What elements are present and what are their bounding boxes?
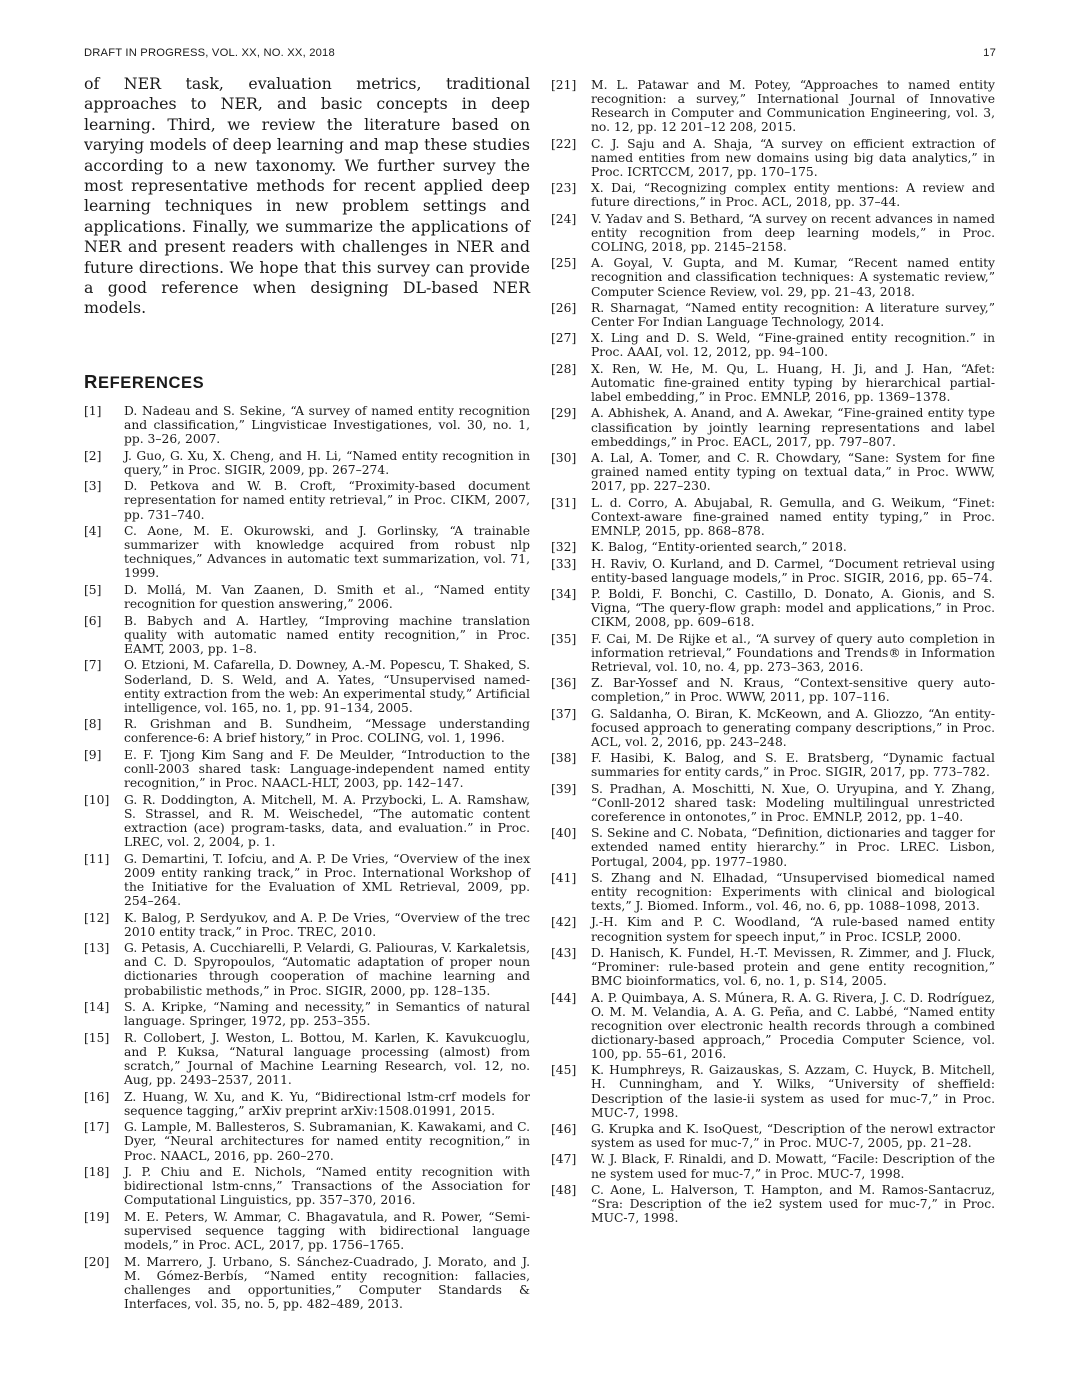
reference-text: M. E. Peters, W. Ammar, C. Bhagavatula, and R. Power, “Semi-supervised sequence tagging with bidirectional language models,” in Proc. ACL, 2017, pp. 1756–1765. [124,1209,530,1253]
reference-number: [23] [551,181,577,196]
reference-item [551,1152,995,1180]
reference-text: V. Yadav and S. Bethard, “A survey on recent advances in named entity recognition from deep learning models,” in Proc. COLING, 2018, pp. 2145–2158. [591,211,995,254]
reference-item [551,632,995,674]
reference-number: [12] [84,910,110,925]
reference-number: [24] [551,211,577,226]
right-column [551,78,995,1228]
reference-item [551,181,995,209]
reference-number: [43] [551,945,577,960]
reference-text: K. Balog, “Entity-oriented search,” 2018. [591,540,847,555]
reference-number: [26] [551,300,577,315]
reference-number: [13] [84,941,110,956]
reference-list-right [551,78,995,1225]
reference-item [84,449,530,477]
reference-item [84,583,530,611]
reference-text: D. Nadeau and S. Sekine, “A survey of named entity recognition and classification,” Lingvisticae Investigationes, vol. 30, no. 1, pp. 3–26, 2007. [124,403,530,447]
reference-number: [38] [551,751,577,766]
reference-item [551,331,995,359]
reference-text: F. Hasibi, K. Balog, and S. E. Bratsberg, “Dynamic factual summaries for entity cards,” in Proc. SIGIR, 2017, pp. 773–782. [591,751,995,780]
reference-item [551,1063,995,1119]
reference-text: G. Lample, M. Ballesteros, S. Subramanian, K. Kawakami, and C. Dyer, “Neural architectures for named entity recognition,” in Proc. NAACL, 2016, pp. 260–270. [124,1120,530,1163]
conclusion-paragraph: of NER task, evaluation metrics, traditional approaches to NER, and basic concepts in deep learning. Third, we review the literature based on varying models of deep learning and map these studies according to a new taxonomy. We further survey the most representative methods for recent applied deep learning techniques in new problem settings and applications. Finally, we summarize the applications of NER and present readers with challenges in NER and future directions. We hope that this survey can provide a good reference when designing DL-based NER models. [84,74,530,318]
reference-text: J. P. Chiu and E. Nichols, “Named entity recognition with bidirectional lstm-cnns,” Transactions of the Association for Computational Linguistics, pp. 357–370, 2016. [124,1165,530,1208]
reference-item [84,1255,530,1311]
reference-text: A. Goyal, V. Gupta, and M. Kumar, “Recent named entity recognition and classification techniques: A systematic review,” Computer Science Review, vol. 29, pp. 21–43, 2018. [591,256,995,299]
reference-number: [11] [84,851,110,866]
reference-text: G. Saldanha, O. Biran, K. McKeown, and A. Gliozzo, “An entity-focused approach to generating company descriptions,” in Proc. ACL, vol. 2, 2016, pp. 243–248. [591,706,995,749]
reference-item [84,658,530,714]
reference-text: G. Petasis, A. Cucchiarelli, P. Velardi, G. Paliouras, V. Karkaletsis, and C. D. Spyropoulos, “Automatic adaptation of proper noun dictionaries through cooperation of machine learning and probabilistic methods,” in Proc. SIGIR, 2000, pp. 128–135. [124,941,530,998]
reference-item [551,676,995,704]
reference-text: G. Krupka and K. IsoQuest, “Description of the nerowl extractor system as used for muc-7,” in Proc. MUC-7, 2005, pp. 21–28. [591,1121,995,1151]
reference-number: [45] [551,1063,577,1078]
reference-text: L. d. Corro, A. Abujabal, R. Gemulla, and G. Weikum, “Finet: Context-aware fine-grained named entity typing,” in Proc. EMNLP, 2015, pp. 868–878. [591,495,995,538]
reference-text: K. Balog, P. Serdyukov, and A. P. De Vries, “Overview of the trec 2010 entity track,” in Proc. TREC, 2010. [124,910,530,939]
reference-text: X. Ren, W. He, M. Qu, L. Huang, H. Ji, and J. Han, “Afet: Automatic fine-grained entity typing by hierarchical partial-label embedding,” in Proc. EMNLP, 2016, pp. 1369–1378. [591,361,995,405]
reference-item [551,991,995,1061]
reference-list-left [84,404,530,1311]
reference-number: [7] [84,658,102,673]
reference-text: W. J. Black, F. Rinaldi, and D. Mowatt, “Facile: Description of the ne system used for muc-7,” in Proc. MUC-7, 1998. [591,1152,995,1181]
references-heading [84,371,530,393]
reference-text: S. Pradhan, A. Moschitti, N. Xue, O. Uryupina, and Y. Zhang, “Conll-2012 shared task: Modeling multilingual unrestricted coreference in ontonotes,” in Proc. EMNLP, 2012, pp. 1–40. [591,781,995,824]
reference-number: [44] [551,990,577,1005]
reference-text: R. Grishman and B. Sundheim, “Message understanding conference-6: A brief history,” in Proc. COLING, vol. 1, 1996. [124,717,530,746]
reference-item [84,404,530,446]
reference-number: [47] [551,1152,577,1167]
left-column [84,74,530,1314]
reference-item [551,78,995,134]
reference-text: A. Abhishek, A. Anand, and A. Awekar, “Fine-grained entity type classification by jointly learning representations and label embeddings,” in Proc. EACL, 2017, pp. 797–807. [591,406,995,449]
reference-text: G. R. Doddington, A. Mitchell, M. A. Przybocki, L. A. Ramshaw, S. Strassel, and R. M. Weischedel, “The automatic content extraction (ace) program-tasks, data, and evaluation.” in Proc. LREC, vol. 2, 2004, p. 1. [124,792,530,850]
reference-number: [15] [84,1030,110,1045]
reference-number: [20] [84,1254,110,1269]
reference-item [84,524,530,580]
reference-item [84,717,530,745]
journal-info: DRAFT IN PROGRESS, VOL. XX, NO. XX, 2018 [84,47,335,59]
reference-item [551,362,995,404]
reference-number: [25] [551,256,577,271]
reference-item [551,540,995,554]
reference-text: B. Babych and A. Hartley, “Improving machine translation quality with automatic named entity recognition,” in Proc. EAMT, 2003, pp. 1–8. [124,613,530,656]
reference-item [551,587,995,629]
reference-number: [29] [551,406,577,421]
reference-item [551,826,995,868]
reference-text: M. L. Patawar and M. Potey, “Approaches to named entity recognition: a survey,” International Journal of Innovative Research in Computer and Communication Engineering, vol. 3, no. 12, pp. 12 201–12 208, 2015. [591,78,995,135]
reference-item [84,1031,530,1087]
reference-number: [30] [551,451,577,466]
reference-item [84,1210,530,1252]
reference-text: D. Petkova and W. B. Croft, “Proximity-based document representation for named entity retrieval,” in Proc. CIKM, 2007, pp. 731–740. [124,479,530,522]
reference-item [84,911,530,939]
reference-number: [3] [84,479,102,494]
reference-item [84,1000,530,1028]
reference-text: G. Demartini, T. Iofciu, and A. P. De Vries, “Overview of the inex 2009 entity ranking track,” in Proc. International Workshop of the Initiative for the Evaluation of XML Retrieval, 2009, pp. 254–264. [124,851,530,908]
reference-number: [41] [551,870,577,885]
reference-item [84,479,530,521]
reference-item [551,1122,995,1150]
reference-item [551,137,995,179]
reference-text: D. Mollá, M. Van Zaanen, D. Smith et al., “Named entity recognition for question answering,” 2006. [124,583,530,612]
reference-number: [48] [551,1182,577,1197]
reference-item [551,212,995,254]
reference-item [551,782,995,824]
reference-item [551,451,995,493]
reference-text: X. Dai, “Recognizing complex entity mentions: A review and future directions,” in Proc. ACL, 2018, pp. 37–44. [591,181,995,210]
reference-text: Z. Bar-Yossef and N. Kraus, “Context-sensitive query auto-completion,” in Proc. WWW, 2011, pp. 107–116. [591,676,995,705]
heading-rest: EFERENCES [97,373,205,392]
reference-text: H. Raviv, O. Kurland, and D. Carmel, “Document retrieval using entity-based language models,” in Proc. SIGIR, 2016, pp. 65–74. [591,556,995,585]
reference-item [551,871,995,913]
reference-text: X. Ling and D. S. Weld, “Fine-grained entity recognition.” in Proc. AAAI, vol. 12, 2012, pp. 94–100. [591,331,995,360]
reference-text: J. Guo, G. Xu, X. Cheng, and H. Li, “Named entity recognition in query,” in Proc. SIGIR, 2009, pp. 267–274. [124,448,530,477]
page-number: 17 [983,47,996,59]
heading-initial: R [84,370,98,392]
reference-number: [22] [551,136,577,151]
reference-number: [36] [551,676,577,691]
reference-item [84,1165,530,1207]
reference-text: S. Sekine and C. Nobata, “Definition, dictionaries and tagger for extended named entity hierarchy.” in Proc. LREC. Lisbon, Portugal, 2004, pp. 1977–1980. [591,826,995,869]
reference-item [84,748,530,790]
reference-number: [2] [84,448,102,463]
reference-item [551,557,995,585]
reference-number: [8] [84,717,102,732]
reference-item [551,406,995,448]
reference-text: F. Cai, M. De Rijke et al., “A survey of query auto completion in information retrieval,” Foundations and Trends® in Information Retrieval, vol. 10, no. 4, pp. 273–363, 2016. [591,631,995,674]
reference-text: C. Aone, L. Halverson, T. Hampton, and M. Ramos-Santacruz, “Sra: Description of the ie2 system used for muc-7,” in Proc. MUC-7, 1998. [591,1182,995,1226]
reference-number: [21] [551,78,577,92]
reference-text: S. Zhang and N. Elhadad, “Unsupervised biomedical named entity recognition: Experiments with clinical and biological texts,” J. Biomed. Inform., vol. 46, no. 6, pp. 1088–1098, 2013. [591,870,995,914]
reference-number: [19] [84,1209,110,1224]
reference-item [551,256,995,298]
reference-text: E. F. Tjong Kim Sang and F. De Meulder, “Introduction to the conll-2003 shared task: Language-independent named entity recognition,” in Proc. NAACL-HLT, 2003, pp. 142–147. [124,748,530,791]
reference-text: S. A. Kripke, “Naming and necessity,” in Semantics of natural language. Springer, 1972, pp. 253–355. [124,1000,530,1029]
reference-item [551,301,995,329]
reference-number: [28] [551,361,577,376]
reference-number: [32] [551,540,577,555]
running-header [84,47,996,59]
reference-item [551,946,995,988]
reference-item [551,496,995,538]
reference-item [84,1120,530,1162]
reference-number: [17] [84,1120,110,1135]
reference-item [551,707,995,749]
reference-text: A. P. Quimbaya, A. S. Múnera, R. A. G. Rivera, J. C. D. Rodríguez, O. M. M. Velandia, A. A. G. Peña, and C. Labbé, “Named entity recognition over electronic health records through a combined dictionary-based approach,” Procedia Computer Science, vol. 100, pp. 55–61, 2016. [591,990,995,1061]
reference-text: D. Hanisch, K. Fundel, H.-T. Mevissen, R. Zimmer, and J. Fluck, “Prominer: rule-based protein and gene entity recognition,” BMC bioinformatics, vol. 6, no. 1, p. S14, 2005. [591,945,995,989]
reference-text: Z. Huang, W. Xu, and K. Yu, “Bidirectional lstm-crf models for sequence tagging,” arXiv preprint arXiv:1508.01991, 2015. [124,1089,530,1118]
reference-number: [1] [84,403,102,418]
reference-item [84,1090,530,1118]
reference-item [84,941,530,997]
reference-item [551,1183,995,1225]
reference-text: R. Collobert, J. Weston, L. Bottou, M. Karlen, K. Kavukcuoglu, and P. Kuksa, “Natural language processing (almost) from scratch,” Journal of Machine Learning Research, vol. 12, no. Aug, pp. 2493–2537, 2011. [124,1030,530,1088]
reference-number: [33] [551,556,577,571]
reference-number: [40] [551,826,577,841]
reference-text: A. Lal, A. Tomer, and C. R. Chowdary, “Sane: System for fine grained named entity typing on textual data,” in Proc. WWW, 2017, pp. 227–230. [591,451,995,494]
reference-text: O. Etzioni, M. Cafarella, D. Downey, A.-M. Popescu, T. Shaked, S. Soderland, D. S. Weld, and A. Yates, “Unsupervised named-entity extraction from the web: An experimental study,” Artificial intelligence, vol. 165, no. 1, pp. 91–134, 2005. [124,658,530,715]
reference-number: [39] [551,781,577,796]
reference-number: [31] [551,495,577,510]
reference-text: C. Aone, M. E. Okurowski, and J. Gorlinsky, “A trainable summarizer with knowledge acquired from robust nlp techniques,” Advances in automatic text summarization, vol. 71, 1999. [124,524,530,581]
reference-number: [46] [551,1121,577,1136]
reference-number: [5] [84,583,102,597]
reference-text: P. Boldi, F. Bonchi, C. Castillo, D. Donato, A. Gionis, and S. Vigna, “The query-flow graph: model and applications,” in Proc. CIKM, 2008, pp. 609–618. [591,587,995,630]
reference-number: [18] [84,1165,110,1180]
reference-text: K. Humphreys, R. Gaizauskas, S. Azzam, C. Huyck, B. Mitchell, H. Cunningham, and Y. Wilks, “University of sheffield: Description of the lasie-ii system as used for muc-7,” in Proc. MUC-7, 1998. [591,1063,995,1120]
reference-number: [27] [551,331,577,346]
reference-item [551,915,995,943]
reference-item [551,751,995,779]
reference-number: [6] [84,613,102,628]
reference-number: [34] [551,587,577,602]
reference-number: [10] [84,792,110,807]
reference-number: [14] [84,1000,110,1015]
reference-number: [4] [84,524,102,539]
reference-item [84,852,530,908]
reference-number: [42] [551,915,577,930]
reference-text: C. J. Saju and A. Shaja, “A survey on efficient extraction of named entities from new domains using big data analytics,” in Proc. ICRTCCM, 2017, pp. 170–175. [591,136,995,179]
reference-text: M. Marrero, J. Urbano, S. Sánchez-Cuadrado, J. Morato, and J. M. Gómez-Berbís, “Named entity recognition: fallacies, challenges and opportunities,” Computer Standards & Interfaces, vol. 35, no. 5, pp. 482–489, 2013. [124,1254,530,1311]
reference-item [84,793,530,849]
reference-text: J.-H. Kim and P. C. Woodland, “A rule-based named entity recognition system for speech input,” in Proc. ICSLP, 2000. [591,915,995,944]
reference-text: R. Sharnagat, “Named entity recognition: A literature survey,” Center For Indian Language Technology, 2014. [591,300,995,329]
reference-item [84,614,530,656]
reference-number: [16] [84,1089,110,1104]
reference-number: [37] [551,706,577,721]
reference-number: [35] [551,631,577,646]
reference-number: [9] [84,748,102,763]
